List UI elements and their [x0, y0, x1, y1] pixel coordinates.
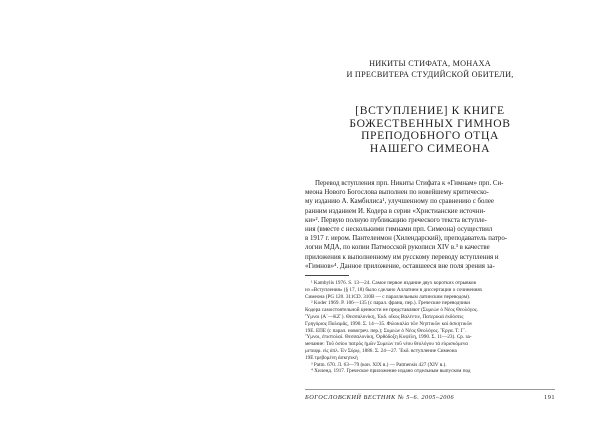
footnote-line: Кодера самостоятельной ценности не представляют (Συμεὼν ὁ Νέος Θεολόγος. — [305, 307, 479, 314]
footnote-line: Ὕμνοι (Α΄—ΚΖ΄). Θεσσαλονίκη, Ἐκδ. οἶκος Βαλέντιν, Πατερικαὶ ἐκδόσεις — [305, 314, 464, 321]
body-line: ки»². Первую полную публикацию греческого текста вступле- — [305, 216, 487, 224]
running-footer — [305, 393, 555, 403]
footnote-line: Симеона (PG 120. 311CD. 310B — с параллельным латинским переводом). — [305, 293, 471, 300]
body-line: приложения к выполненному им русскому переводу вступления и — [305, 253, 499, 261]
body-line: Перевод вступления прп. Никиты Стифата к «Гимнам» прп. Си- — [315, 180, 504, 187]
title-line: [ВСТУПЛЕНИЕ] К КНИГЕ — [355, 104, 505, 117]
body-line: в 1917 г. иером. Пантелеимон (Хилендарский), преподаватель патро- — [305, 235, 508, 243]
footnote-line: ¹ Kambylis 1976. S. 13—24. Самое первое издание двух коротких отрывков — [311, 280, 476, 287]
footnote-rule — [305, 275, 349, 276]
article-title — [305, 105, 555, 155]
author-line: НИКИТЫ СТИФАТА, МОНАХА — [369, 59, 491, 68]
footnote-line: ³ Patm. 670. Л. 63—79 (кон. XIX в.) — Patmensis 427 (XIV в.). — [311, 361, 447, 368]
footnote-line: 19Ε. ΕΠΕ (с парал. новогреч. пер.); Συμεὼν ὁ Νέος Θεολόγος. Ἔργα. Τ. Γ΄. — [305, 327, 467, 334]
footnote-line: μεταφρ. εἰς ἁπλ. Ἐν Σύρῳ, 1886. Σ. 24—27. Ἔκδ. вступление Симеона — [305, 348, 457, 354]
title-line: ПРЕПОДОБНОГО ОТЦА — [361, 129, 499, 142]
author-header — [305, 58, 555, 80]
title-line: НАШЕГО СИМЕОНА — [369, 141, 491, 155]
footnotes — [305, 275, 555, 375]
body-line: меона Нового Богослова выполнен по новейшему критическо- — [305, 189, 489, 197]
footnote-line: Γρηγόριος Παλαμᾶς, 1990. Σ. 14—35. Φιλοκαλία τῶν Νηπτικῶν καὶ ἀσκητικῶν — [305, 320, 473, 327]
author-line: И ПРЕСВИТЕРА СТУДИЙСКОЙ ОБИТЕЛИ, — [346, 70, 514, 79]
body-line: «Гимнов»⁴. Данное приложение, оставшееся вне поля зрения за- — [305, 262, 495, 270]
footnote-line: из «Вступления» (§ 17, 18) было сделано Аллатием в диссертации о сочинениях — [305, 286, 483, 293]
footer-rule — [305, 389, 555, 390]
body-line: ранним изданием И. Кодера в серии «Христианские источни- — [305, 207, 486, 215]
body-line: му изданию А. Камбилиса¹, улучшенному по сравнению с более — [305, 198, 494, 206]
footnote-line: ² Koder 1969. P. 106—135 (с парал. франц. пер.). Греческие переводчики — [311, 300, 471, 307]
footnote-line: мечание: Τοῦ ὁσίου πατρὸς ἡμῶν Συμεὼν τοῦ νέου θεολόγου τὰ εὑρισκόμενα — [305, 341, 468, 348]
title-line: БОЖЕСТВЕННЫХ ГИМНОВ — [349, 116, 511, 130]
body-line: логии МДА, по копии Патмосской рукописи XIV в.³ в качестве — [305, 244, 490, 252]
page-number: 191 — [544, 394, 555, 401]
body-text — [305, 179, 555, 271]
body-line: ния (вместе с несколькими гимнами прп. Симеона) осуществил — [305, 226, 493, 234]
page — [305, 58, 555, 403]
journal-name: БОГОСЛОВСКИЙ ВЕСТНИК № 5–6. 2005–2006 — [305, 394, 455, 401]
footnote-line: ⁴ Хиленд. 1917. Греческое приложение издано отдельным выпуском под — [311, 368, 471, 375]
footnote-line: 19Ε τρεβομένη ἀσκητική — [305, 354, 358, 361]
footnote-line: Ὕμνοι, ἐπιστολαί. Θεσσαλονίκη, Ὀρθόδοξη Κυψέλη, 1990. Σ. 11—23). Ср. за- — [305, 334, 472, 341]
